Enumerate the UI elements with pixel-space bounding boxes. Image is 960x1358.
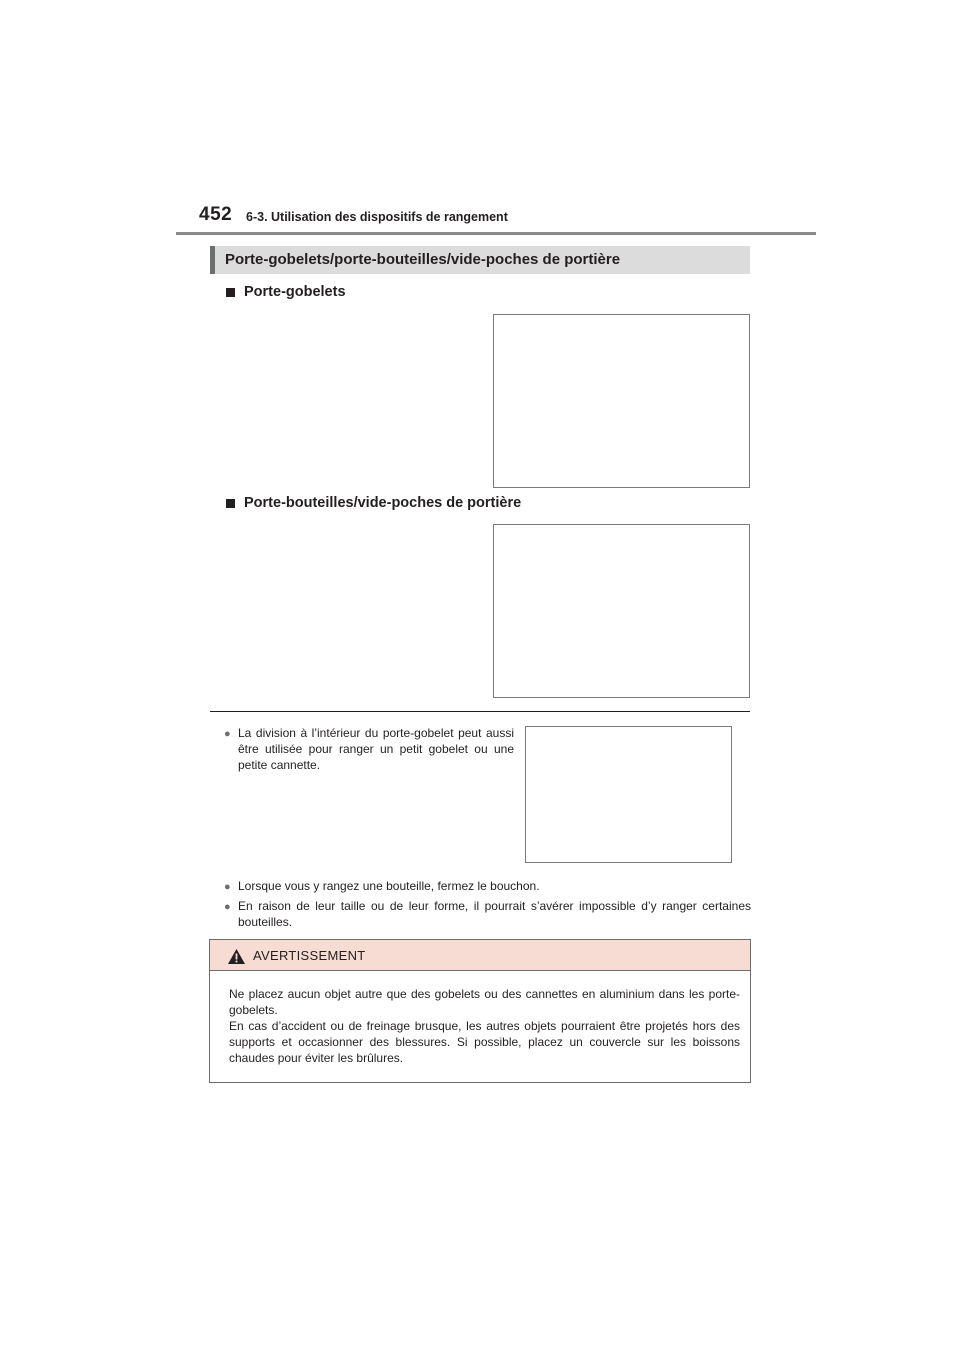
header-divider <box>176 232 816 235</box>
note-text: En raison de leur taille ou de leur forme, il pourrait s’avérer impossible d’y ranger certaines bouteilles. <box>238 899 751 929</box>
square-bullet-icon <box>226 499 235 508</box>
section-title: Porte-gobelets/porte-bouteilles/vide-poches de portière <box>225 251 621 268</box>
note-text: Lorsque vous y rangez une bouteille, fermez le bouchon. <box>238 879 540 893</box>
subsection-title: Porte-gobelets <box>244 284 346 300</box>
subsection-title: Porte-bouteilles/vide-poches de portière <box>244 495 522 511</box>
warning-header <box>210 940 750 971</box>
section-title-bar <box>210 246 750 274</box>
warning-triangle-icon <box>227 948 246 965</box>
warning-text <box>229 986 740 1066</box>
warning-box <box>209 939 751 1083</box>
bullet-dot-icon: ● <box>224 901 231 913</box>
note-item <box>224 878 751 894</box>
subsection-heading-cup-holders <box>226 284 346 300</box>
note-item <box>224 725 514 773</box>
cup-holder-divider-illustration <box>525 726 732 863</box>
notes-divider <box>210 711 750 712</box>
chapter-title: 6-3. Utilisation des dispositifs de rangement <box>246 210 508 224</box>
cup-holder-illustration <box>493 314 750 488</box>
page-number: 452 <box>199 204 233 225</box>
warning-line: En cas d’accident ou de freinage brusque, les autres objets pourraient être projetés hors des supports et occasionner des blessures. Si possible, placez un couvercle sur les boissons chaudes pour éviter les brûlures. <box>229 1019 740 1065</box>
bottle-holder-illustration <box>493 524 750 698</box>
note-item <box>224 898 751 930</box>
bullet-dot-icon: ● <box>224 881 231 893</box>
warning-title: AVERTISSEMENT <box>253 948 366 963</box>
note-text: La division à l’intérieur du porte-gobelet peut aussi être utilisée pour ranger un petit gobelet ou une petite cannette. <box>238 726 514 772</box>
warning-line: Ne placez aucun objet autre que des gobelets ou des cannettes en aluminium dans les porte-gobelets. <box>229 987 740 1017</box>
bullet-dot-icon: ● <box>224 728 231 740</box>
square-bullet-icon <box>226 288 235 297</box>
subsection-heading-bottle-holders <box>226 495 521 511</box>
